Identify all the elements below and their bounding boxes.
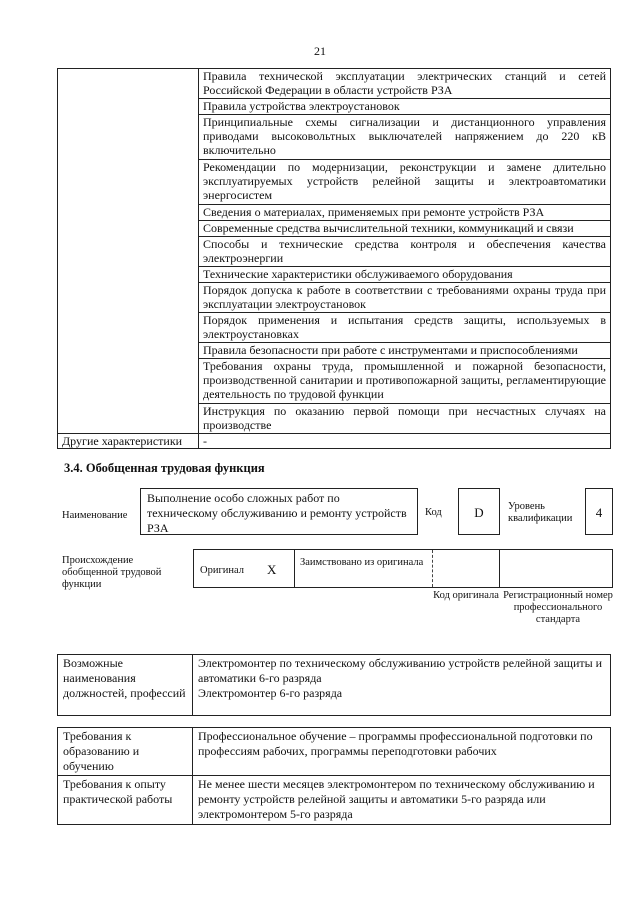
knowledge-item: Сведения о материалах, применяемых при ремонте устройств РЗА bbox=[199, 205, 611, 221]
function-name-box: Выполнение особо сложных работ по техническому обслуживанию и ремонту устройств РЗА bbox=[140, 488, 418, 535]
knowledge-item: Правила технической эксплуатации электрических станций и сетей Российской Федерации в области устройств РЗА bbox=[199, 69, 611, 99]
positions-values bbox=[193, 655, 611, 716]
education-label: Требования к образованию и обучению bbox=[58, 728, 193, 776]
registration-number-caption: Регистрационный номер профессионального стандарта bbox=[503, 590, 613, 625]
experience-value: Не менее шести месяцев электромонтером по техническому обслуживанию и ремонту устройств релейной защиты и автоматики 5-го разряда или электромонтером 5-го разряда bbox=[193, 776, 611, 825]
positions-table bbox=[57, 654, 611, 716]
original-label: Оригинал bbox=[200, 565, 244, 576]
code-original-caption: Код оригинала bbox=[433, 590, 499, 601]
table-row bbox=[58, 776, 611, 825]
table-row bbox=[58, 434, 611, 449]
knowledge-item: Инструкция по оказанию первой помощи при несчастных случаях на производстве bbox=[199, 404, 611, 434]
other-characteristics-value: - bbox=[199, 434, 611, 449]
section-heading: 3.4. Обобщенная трудовая функция bbox=[64, 461, 265, 475]
knowledge-item: Современные средства вычислительной техники, коммуникаций и связи bbox=[199, 221, 611, 237]
table-row bbox=[58, 728, 611, 776]
knowledge-label-cell bbox=[58, 69, 199, 434]
borrowed-label: Заимствовано из оригинала bbox=[300, 557, 424, 568]
position-item: Электромонтер 6-го разряда bbox=[198, 686, 343, 700]
knowledge-item: Рекомендации по модернизации, реконструкции и замене длительно эксплуатируемых устройств релейной защиты и электроавтоматики энергосистем bbox=[199, 160, 611, 205]
origin-label: Происхождение обобщенной трудовой функции bbox=[62, 555, 162, 590]
knowledge-item: Порядок допуска к работе в соответствии с требованиями охраны труда при эксплуатации электроустановок bbox=[199, 283, 611, 313]
page-number: 21 bbox=[314, 44, 326, 58]
original-mark: X bbox=[267, 562, 277, 577]
knowledge-item: Требования охраны труда, промышленной и пожарной безопасности, производственной санитарии и противопожарной защиты, регламентирующие деятельность по трудовой функции bbox=[199, 359, 611, 404]
knowledge-item: Порядок применения и испытания средств защиты, используемых в электроустановках bbox=[199, 313, 611, 343]
level-value-box: 4 bbox=[585, 488, 613, 535]
code-label: Код bbox=[425, 507, 442, 518]
level-label: Уровень квалификации bbox=[508, 501, 573, 524]
position-item: Электромонтер по техническому обслуживанию устройств релейной защиты и автоматики 6-го разряда bbox=[198, 656, 603, 685]
experience-label: Требования к опыту практической работы bbox=[58, 776, 193, 825]
table-row bbox=[58, 655, 611, 716]
positions-label: Возможные наименования должностей, профессий bbox=[58, 655, 193, 716]
origin-divider bbox=[432, 550, 434, 587]
knowledge-table bbox=[57, 68, 611, 449]
knowledge-item: Правила устройства электроустановок bbox=[199, 99, 611, 115]
code-value-box: D bbox=[458, 488, 500, 535]
knowledge-item: Способы и технические средства контроля и обеспечения качества электроэнергии bbox=[199, 237, 611, 267]
knowledge-item: Правила безопасности при работе с инструментами и приспособлениями bbox=[199, 343, 611, 359]
name-label: Наименование bbox=[62, 510, 128, 521]
knowledge-item: Технические характеристики обслуживаемого оборудования bbox=[199, 267, 611, 283]
origin-divider bbox=[294, 550, 295, 587]
knowledge-item: Принципиальные схемы сигнализации и дистанционного управления приводами высоковольтных выключателей напряжением до 220 кВ включительно bbox=[199, 115, 611, 160]
origin-box bbox=[193, 549, 613, 588]
table-row bbox=[58, 69, 611, 99]
requirements-table bbox=[57, 727, 611, 825]
origin-divider bbox=[499, 550, 500, 587]
other-characteristics-label: Другие характеристики bbox=[58, 434, 199, 449]
education-value: Профессиональное обучение – программы профессиональной подготовки по профессиям рабочих, программы переподготовки рабочих bbox=[193, 728, 611, 776]
